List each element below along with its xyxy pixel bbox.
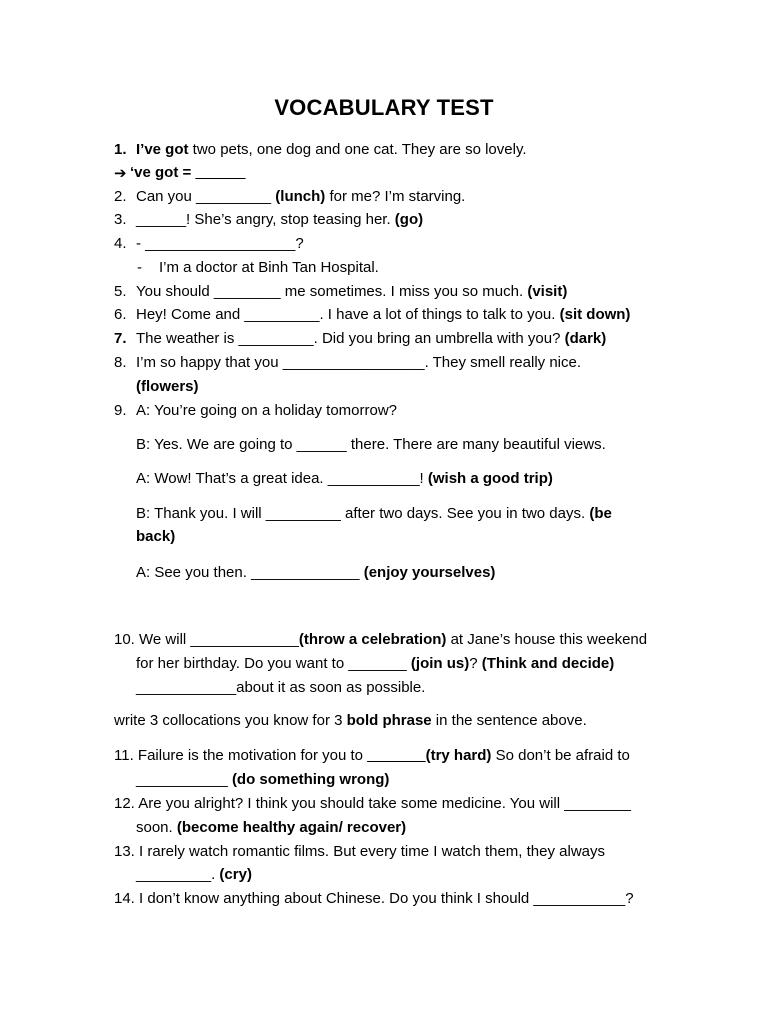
answer-blank: ______ <box>195 164 246 181</box>
question-text: ___________ <box>136 771 232 788</box>
question-10-line-3: ____________about it as soon as possible. <box>136 679 426 696</box>
word-cue: (do something wrong) <box>231 771 390 788</box>
word-cue: (throw a celebration) <box>298 631 447 648</box>
question-12-line-2 <box>136 819 406 837</box>
question-text: ______! She’s angry, stop teasing her. <box>136 211 395 228</box>
word-cue: (sit down) <box>559 306 631 323</box>
word-cue: (Think and decide) <box>481 655 615 672</box>
question-number: 3. <box>114 211 127 228</box>
question-number: 4. <box>114 235 127 252</box>
answer-blank: _______ <box>367 747 426 764</box>
question-text: A: See you then. _____________ <box>136 564 364 581</box>
word-cue: (enjoy yourselves) <box>363 564 496 581</box>
question-8: I’m so happy that you _________________. They smell really nice. <box>136 354 582 371</box>
dialogue-line: B: Yes. We are going to ______ there. There are many beautiful views. <box>136 436 606 453</box>
question-11 <box>114 747 630 765</box>
question-10-line-2 <box>136 655 614 673</box>
dialogue-line <box>136 564 495 582</box>
word-cue: (visit) <box>527 283 568 300</box>
word-cue: (flowers) <box>136 378 199 395</box>
question-1 <box>136 141 527 159</box>
question-2 <box>136 188 465 206</box>
question-number: 5. <box>114 283 127 300</box>
question-text: at Jane’s house this weekend <box>446 631 648 648</box>
dialogue-line <box>136 470 553 488</box>
question-number: 2. <box>114 188 127 205</box>
question-text: two pets, one dog and one cat. They are so lovely. <box>188 141 527 158</box>
word-cue: (be <box>589 505 612 522</box>
word-cue: (dark) <box>564 330 607 347</box>
answer-text: ‘ve got = <box>130 164 196 181</box>
reply-dash: - <box>137 259 142 276</box>
question-5 <box>136 283 567 301</box>
bold-phrase: bold phrase <box>346 712 432 729</box>
question-text: ? <box>469 655 482 672</box>
question-13: 13. I rarely watch romantic films. But every time I watch them, they always <box>114 843 606 860</box>
question-text: for her birthday. Do you want to _______ <box>136 655 411 672</box>
word-cue: (try hard) <box>425 747 492 764</box>
question-text: soon. <box>136 819 177 836</box>
question-text: Hey! Come and _________. I have a lot of things to talk to you. <box>136 306 560 323</box>
question-4-reply: I’m a doctor at Binh Tan Hospital. <box>159 259 379 276</box>
question-text: So don’t be afraid to <box>491 747 630 764</box>
arrow-icon: ➔ <box>114 165 127 182</box>
instruction-text: in the sentence above. <box>431 712 587 729</box>
question-text: 11. Failure is the motivation for you to <box>114 747 368 764</box>
word-cue: (become healthy again/ recover) <box>176 819 407 836</box>
question-text: The weather is _________. Did you bring an umbrella with you? <box>136 330 565 347</box>
question-12: 12. Are you alright? I think you should take some medicine. You will ________ <box>114 795 632 812</box>
question-number: 8. <box>114 354 127 371</box>
instruction <box>114 712 587 730</box>
question-number: 9. <box>114 402 127 419</box>
question-11-line-2 <box>136 771 389 789</box>
question-4: - __________________? <box>136 235 304 252</box>
question-number: 7. <box>114 330 127 347</box>
question-14: 14. I don’t know anything about Chinese. Do you think I should ___________? <box>114 890 634 907</box>
word-cue: (cry) <box>219 866 252 883</box>
question-text: You should ________ me sometimes. I miss you so much. <box>136 283 528 300</box>
page-title: VOCABULARY TEST <box>274 95 494 120</box>
word-cue: (go) <box>394 211 424 228</box>
instruction-text: write 3 collocations you know for 3 <box>114 712 347 729</box>
question-text: Can you _________ <box>136 188 276 205</box>
question-13-line-2 <box>136 866 252 884</box>
question-text: B: Thank you. I will _________ after two days. See you in two days. <box>136 505 590 522</box>
question-number: 1. <box>114 141 127 158</box>
question-7 <box>136 330 606 348</box>
word-cue: (join us) <box>410 655 470 672</box>
word-cue: (wish a good trip) <box>427 470 553 487</box>
question-3 <box>136 211 423 229</box>
question-number: 6. <box>114 306 127 323</box>
word-cue: (lunch) <box>275 188 326 205</box>
dialogue-line <box>136 505 612 523</box>
question-text: for me? I’m starving. <box>325 188 466 205</box>
dialogue-line: A: You’re going on a holiday tomorrow? <box>136 402 398 419</box>
question-6 <box>136 306 630 324</box>
question-text: _________. <box>136 866 220 883</box>
word-cue: back) <box>136 528 176 545</box>
question-text: A: Wow! That’s a great idea. ___________! <box>136 470 428 487</box>
answer-line-1 <box>130 164 246 182</box>
bold-phrase: I’ve got <box>136 141 189 158</box>
question-10 <box>114 631 647 649</box>
question-text: 10. We will _____________ <box>114 631 299 648</box>
